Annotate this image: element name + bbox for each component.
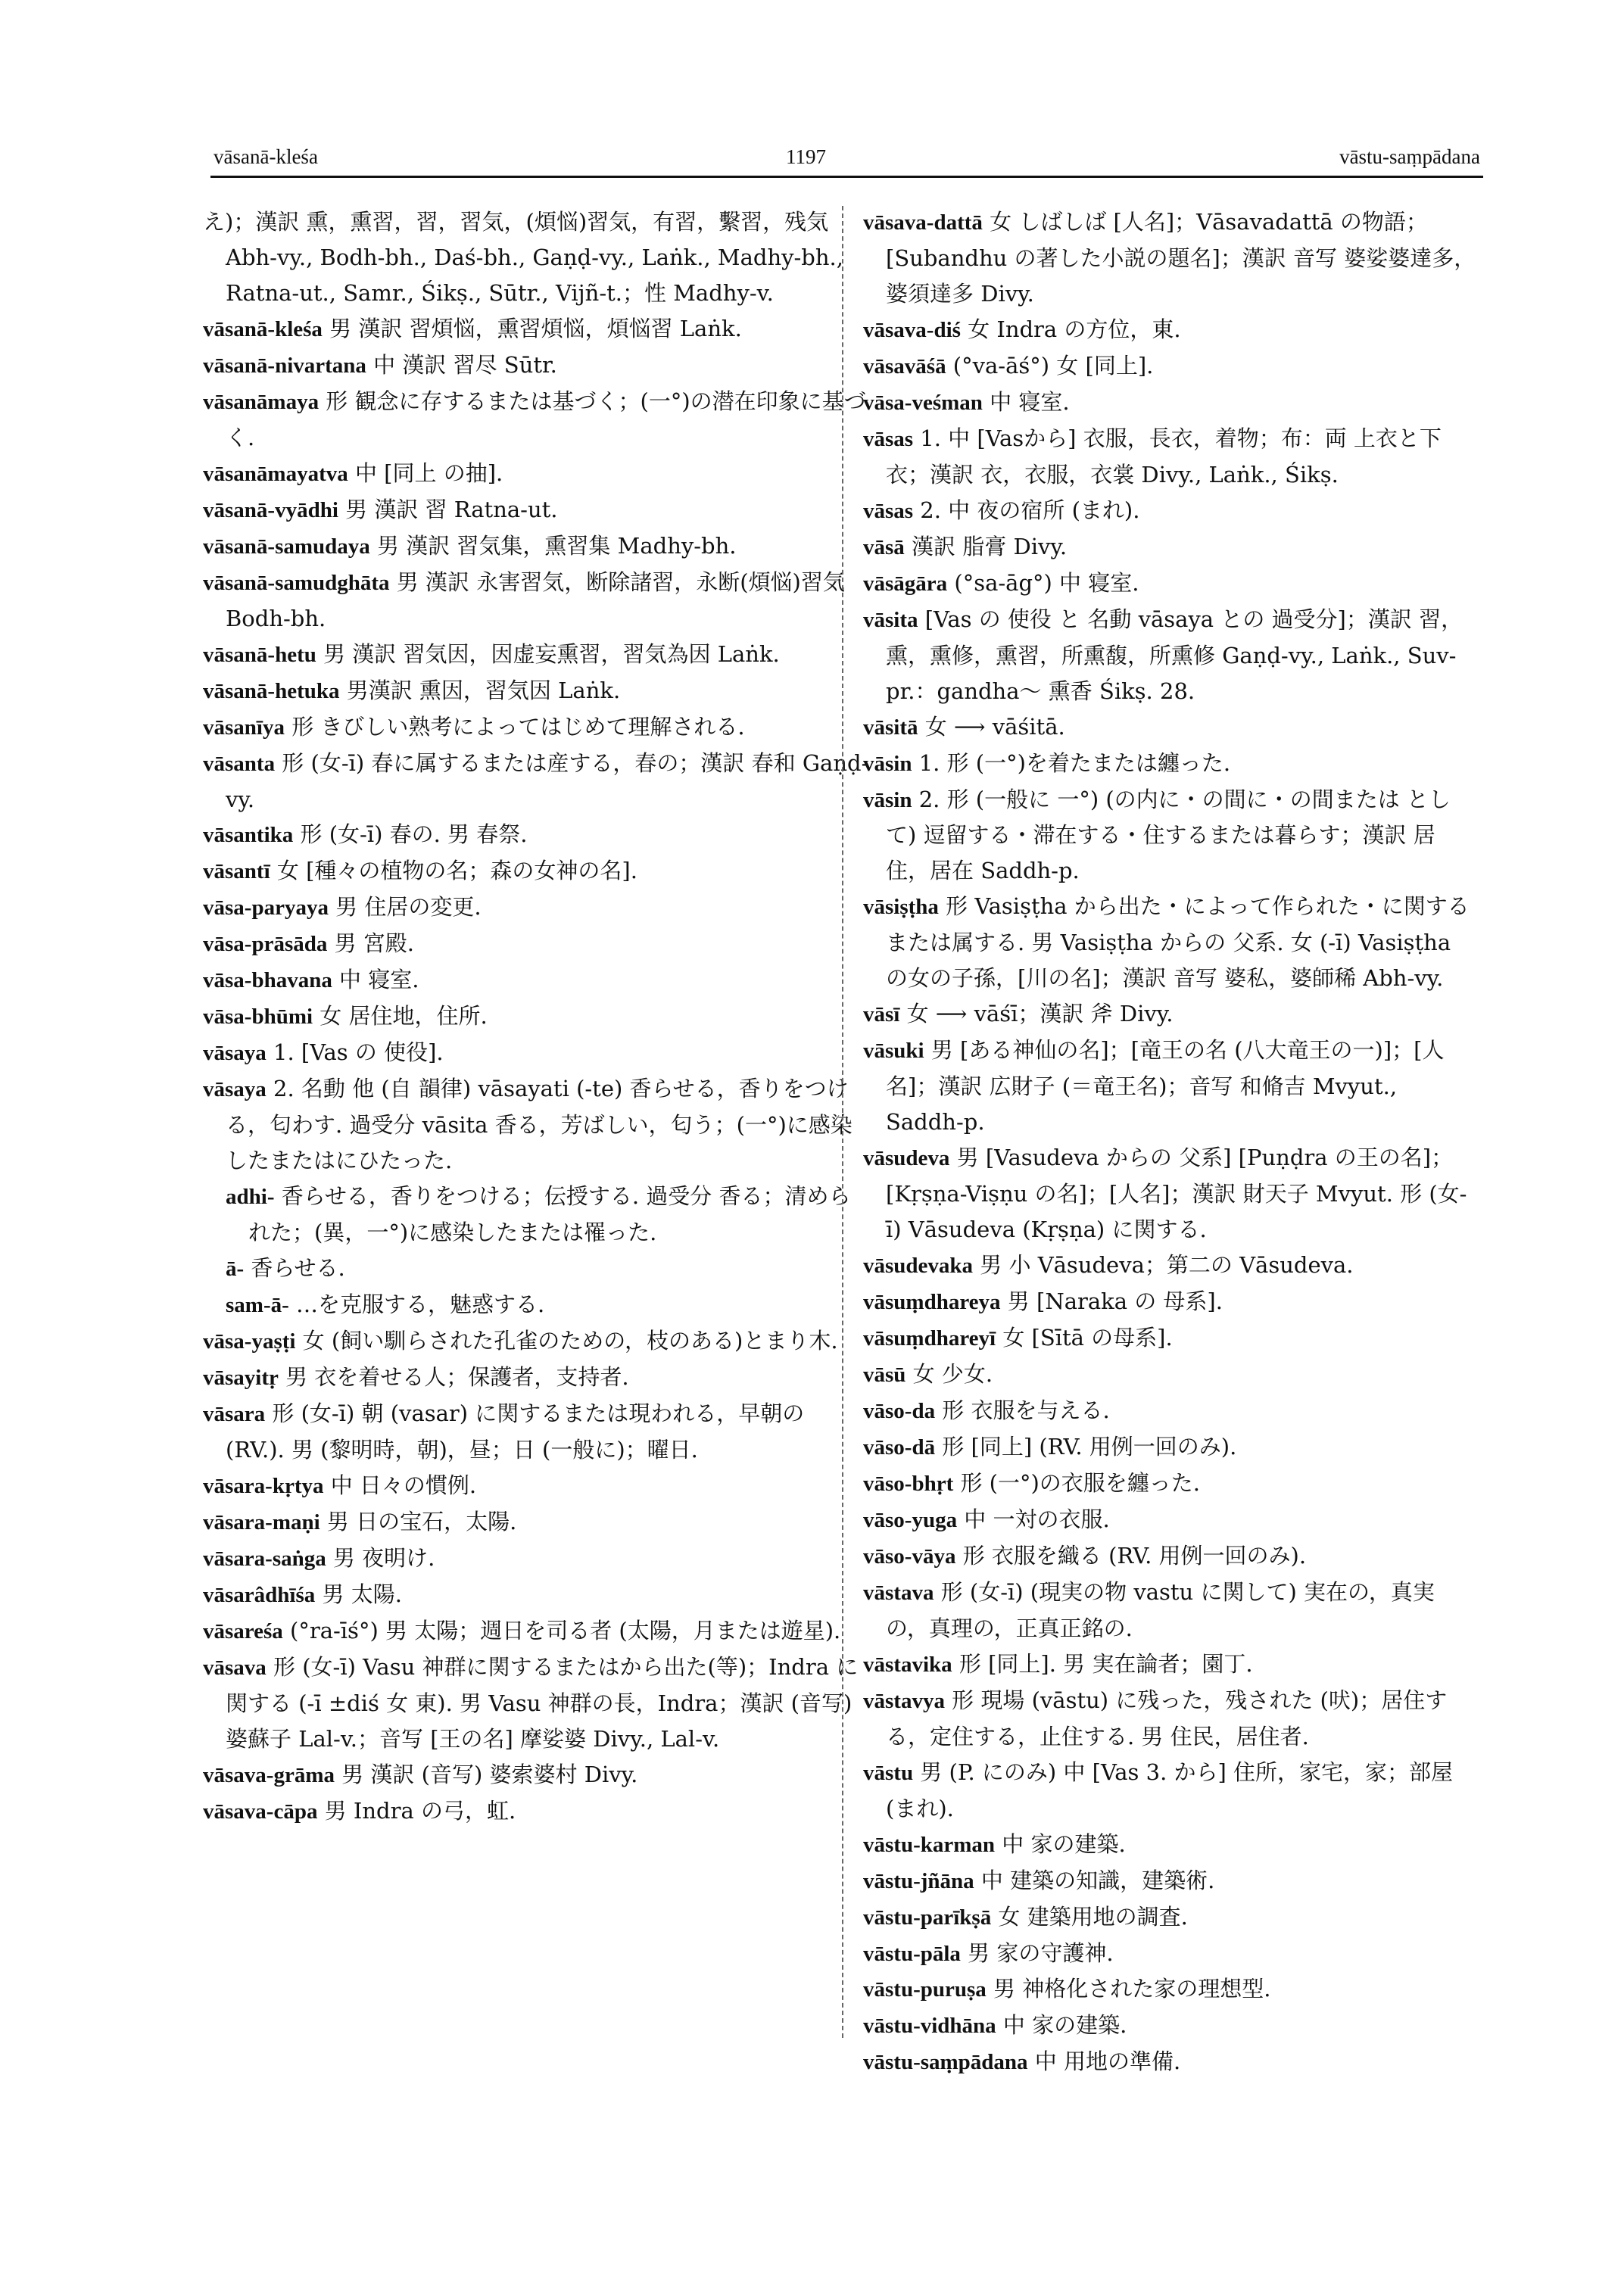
- dictionary-entry: [863, 996, 1476, 1033]
- entry-definition: 女 ⟶ vāśitā.: [924, 713, 1065, 740]
- dictionary-entry: [203, 1360, 869, 1396]
- entry-definition: 形 きびしい熟考によってはじめて理解される.: [291, 713, 745, 740]
- entry-headword: vāsara-saṅga: [203, 1546, 326, 1571]
- dictionary-entry: [203, 1577, 869, 1613]
- entry-headword: vāsuṃdhareya: [863, 1290, 1001, 1315]
- entry-headword: vāsa-bhūmi: [203, 1005, 313, 1030]
- entry-headword: vāstu-pāla: [863, 1941, 961, 1966]
- dictionary-entry: [203, 1287, 869, 1323]
- entry-headword: sam-ā-: [226, 1293, 289, 1318]
- entry-definition: 形 衣服を織る (RV. 用例一回のみ).: [962, 1542, 1307, 1569]
- entry-headword: vāsanā-vyādhi: [203, 497, 338, 522]
- entry-headword: vāsara-maṇi: [203, 1509, 320, 1534]
- dictionary-entry: [863, 312, 1476, 348]
- dictionary-entry: [863, 348, 1476, 385]
- entry-definition: 中 一対の衣服.: [964, 1506, 1110, 1532]
- entry-headword: vāsanā-hetuka: [203, 678, 340, 703]
- dictionary-entry: [863, 1357, 1476, 1393]
- entry-definition: 男 漢訳 習 Ratna-ut.: [345, 496, 558, 522]
- entry-headword: vāsū: [863, 1363, 906, 1387]
- dictionary-entry: [203, 673, 869, 709]
- dictionary-entry: [863, 1827, 1476, 1863]
- entry-definition: 中 漢訳 習尽 Sūtr.: [373, 351, 557, 378]
- dictionary-entry: [863, 746, 1476, 782]
- entry-headword: vāstava: [863, 1580, 934, 1605]
- dictionary-entry: [203, 1179, 869, 1251]
- dictionary-entry: [863, 1575, 1476, 1647]
- entry-headword: vāsanā-nivartana: [203, 353, 366, 378]
- dictionary-entry: [863, 1033, 1476, 1140]
- dictionary-entry: [863, 2044, 1476, 2080]
- entry-definition: [Vas の 使役 と 名動 vāsaya との 過受分]；漢訳 習，熏，熏修，熏習，所熏馥，所熏修 Gaṇḍ-vy., Laṅk., Suv-pr.：gandha～ 熏香 Śikṣ. 28.: [886, 606, 1463, 704]
- entry-definition: 女 (飼い馴らされた孔雀のための，枝のある)とまり木.: [302, 1328, 838, 1354]
- dictionary-entry: [203, 492, 869, 528]
- entry-definition: 形 観念に存するまたは基づく；(一°)の潜在印象に基づく.: [226, 388, 866, 450]
- entry-definition: 形 (女-ī) 春の. 男 春祭.: [300, 821, 528, 848]
- entry-headword: vāsanā-samudghāta: [203, 570, 390, 595]
- entry-headword: vāsarâdhīśa: [203, 1582, 316, 1607]
- dictionary-entry: [863, 385, 1476, 421]
- entry-headword: vāstu-saṃpādana: [863, 2050, 1028, 2075]
- entry-definition: 女 建築用地の調査.: [998, 1903, 1188, 1930]
- entry-headword: vāsa-bhavana: [203, 968, 332, 993]
- entry-definition: 男 住居の変更.: [335, 894, 482, 921]
- entry-definition: 女 居住地，住所.: [320, 1003, 488, 1030]
- entry-definition: 男 漢訳 永害習気，断除諸習，永断(煩悩)習気 Bodh-bh.: [226, 569, 845, 631]
- running-head-right: vāstu-saṃpādana: [1339, 145, 1480, 168]
- entry-definition: 男 神格化された家の理想型.: [993, 1976, 1271, 2002]
- entry-headword: vāsas: [863, 498, 914, 523]
- entry-definition: 中 家の建築.: [1002, 1830, 1126, 1857]
- entry-headword: vāsanāmaya: [203, 389, 320, 414]
- entry-definition: 男 宮殿.: [334, 930, 415, 957]
- dictionary-entry: [203, 1650, 869, 1757]
- dictionary-entry: [863, 1936, 1476, 1972]
- entry-headword: vāsava-diś: [863, 317, 961, 342]
- entry-headword: vāsuṃdhareyī: [863, 1326, 996, 1351]
- dictionary-entry: [203, 709, 869, 746]
- entry-definition: 中 寝室.: [339, 967, 419, 993]
- entry-definition: 形 [同上] (RV. 用例一回のみ).: [942, 1433, 1237, 1460]
- entry-definition: (°sa-āg°) 中 寝室.: [954, 569, 1139, 596]
- dictionary-entry: [863, 1863, 1476, 1899]
- entry-definition: (°ra-īś°) 男 太陽；週日を司る者 (太陽，月または遊星).: [290, 1617, 841, 1643]
- entry-headword: vāso-vāya: [863, 1544, 956, 1569]
- entry-headword: vāsa-prāsāda: [203, 932, 328, 957]
- dictionary-entry: [863, 709, 1476, 746]
- entry-headword: ā-: [226, 1257, 245, 1282]
- entry-definition: 形 現場 (vāstu) に残った，残された (吠)；居住する，定住する，止住する. 男 住民，居住者.: [886, 1687, 1448, 1749]
- entry-headword: vāsāgāra: [863, 571, 948, 596]
- entry-definition: 形 (女-ī) (現実の物 vastu に関して) 実在の，真実の，真理の，正真正銘の.: [886, 1578, 1435, 1641]
- dictionary-entry: [863, 1466, 1476, 1502]
- entry-headword: vāsavāśā: [863, 354, 946, 379]
- dictionary-entry: [203, 384, 869, 456]
- entry-headword: vāsantī: [203, 859, 270, 884]
- entry-headword: vāsava-grāma: [203, 1762, 335, 1787]
- entry-headword: vāsa-paryaya: [203, 896, 329, 921]
- entry-definition: 香らせる，香りをつける；伝授する. 過受分 香る；清められた；(異，一°)に感染したまたは罹った.: [248, 1183, 851, 1246]
- entry-headword: vāsava: [203, 1655, 267, 1680]
- entry-definition: 女 [種々の植物の名；森の女神の名].: [276, 858, 637, 884]
- entry-headword: vāsin: [863, 751, 912, 776]
- entry-definition: 香らせる.: [251, 1255, 345, 1282]
- entry-definition: 1. 形 (一°)を着たまたは纏った.: [918, 749, 1231, 776]
- entry-headword: vāsiṣṭha: [863, 895, 939, 920]
- left-column: [203, 204, 869, 1830]
- entry-headword: vāsareśa: [203, 1618, 283, 1643]
- entry-definition: 中 日々の慣例.: [330, 1472, 477, 1498]
- entry-definition: 男 漢訳 習気因，因虚妄熏習，習気為因 Laṅk.: [323, 640, 780, 667]
- dictionary-entry: [863, 421, 1476, 493]
- dictionary-entry: [203, 1071, 869, 1179]
- entry-headword: vāsanīya: [203, 715, 285, 740]
- entry-definition: 男 夜明け.: [332, 1544, 435, 1571]
- entry-headword: vāso-dā: [863, 1435, 936, 1460]
- dictionary-entry: [203, 1541, 869, 1577]
- dictionary-entry: [863, 1755, 1476, 1827]
- dictionary-entry: [203, 1793, 869, 1830]
- entry-headword: vāsantika: [203, 823, 294, 848]
- dictionary-entry: [863, 1647, 1476, 1683]
- entry-headword: vāsa-veśman: [863, 390, 983, 415]
- dictionary-entry: [863, 2008, 1476, 2044]
- entry-headword: vāso-da: [863, 1398, 936, 1423]
- entry-definition: 形 (女-ī) 春に属するまたは産する，春の；漢訳 春和 Gaṇḍ-vy.: [226, 749, 869, 812]
- dictionary-entry: [863, 1899, 1476, 1936]
- dictionary-entry: [203, 1613, 869, 1650]
- column-divider: [842, 206, 843, 2038]
- entry-definition: 男 漢訳 習煩悩，熏習煩悩，煩悩習 Laṅk.: [329, 315, 742, 341]
- entry-definition: 女 しばしば [人名]；Vāsavadattā の物語；[Subandhu の著した小説の題名]；漢訳 音写 婆娑婆達多，婆須達多 Divy.: [886, 209, 1476, 307]
- dictionary-entry: [203, 1757, 869, 1793]
- dictionary-entry: [863, 1502, 1476, 1538]
- entry-headword: vāstu-parīkṣā: [863, 1905, 992, 1930]
- dictionary-entry: [863, 204, 1476, 312]
- entry-definition: 1. [Vas の 使役].: [273, 1039, 444, 1066]
- entry-definition: 男 (P. にのみ) 中 [Vas 3. から] 住所，家宅，家；部屋 (まれ).: [886, 1759, 1454, 1821]
- dictionary-entry: [863, 602, 1476, 709]
- entry-headword: vāsayitṛ: [203, 1366, 279, 1390]
- dictionary-entry: [203, 1251, 869, 1287]
- entry-headword: vāsanā-kleśa: [203, 316, 323, 341]
- entry-definition: 男 漢訳 習気集，熏習集 Madhy-bh.: [377, 532, 737, 559]
- entry-definition: 中 建築の知識，建築術.: [980, 1867, 1215, 1893]
- entry-headword: vāsava-cāpa: [203, 1799, 318, 1824]
- entry-definition: 男 日の宝石，太陽.: [326, 1508, 517, 1534]
- entry-definition: 男 衣を着せる人；保護者，支持者.: [285, 1364, 629, 1390]
- entry-headword: vāsaya: [203, 1077, 267, 1102]
- entry-headword: vāsī: [863, 1002, 900, 1027]
- entry-headword: vāso-bhṛt: [863, 1471, 954, 1496]
- entry-definition: 女 ⟶ vāśī；漢訳 斧 Divy.: [906, 1001, 1174, 1027]
- entry-definition: 形 衣服を与える.: [942, 1397, 1110, 1423]
- entry-headword: vāsaya: [203, 1041, 267, 1066]
- dictionary-entry: [863, 1429, 1476, 1466]
- dictionary-entry: [863, 493, 1476, 529]
- entry-definition: 形 [同上]. 男 実在論者；園丁.: [959, 1650, 1253, 1677]
- entry-definition: 形 Vasiṣṭha から出た・によって作られた・に関するまたは属する. 男 Vasiṣṭha からの 父系. 女 (-ī) Vasiṣṭha の女の子孫，[川の名]；漢訳 音写 婆私，婆師稀 Abh-vy.: [886, 893, 1470, 992]
- dictionary-entry: [203, 999, 869, 1035]
- entry-headword: vāsanā-hetu: [203, 642, 316, 667]
- entry-headword: vāstavika: [863, 1652, 952, 1677]
- entry-definition: 中 [同上 の抽].: [354, 460, 503, 486]
- entry-definition: (°va-āś°) 女 [同上].: [952, 352, 1154, 379]
- entry-definition: 1. 中 [Vasから] 衣服，長衣，着物；布：両 上衣と下衣；漢訳 衣，衣服，衣裳 Divy., Laṅk., Śikṣ.: [886, 425, 1442, 488]
- dictionary-entry: [863, 1683, 1476, 1755]
- entry-definition: 男 [ある神仙の名]；[竜王の名 (八大竜王の一)]；[人名]；漢訳 広財子 (＝竜王名)；音写 和脩吉 Mvyut., Saddh-p.: [886, 1037, 1445, 1136]
- entry-headword: vāstu: [863, 1760, 914, 1785]
- entry-definition: 女 [Sītā の母系].: [1002, 1325, 1173, 1351]
- entry-headword: vāstu-puruṣa: [863, 1977, 987, 2002]
- dictionary-entry: [863, 1538, 1476, 1575]
- dictionary-entry: [203, 926, 869, 962]
- entry-headword: vāsara-kṛtya: [203, 1473, 324, 1498]
- entry-definition: 形 (一°)の衣服を纏った.: [960, 1469, 1201, 1496]
- entry-headword: vāsā: [863, 534, 905, 559]
- dictionary-entry: [863, 1393, 1476, 1429]
- entry-definition: 男 [Vasudeva からの 父系] [Puṇḍra の王の名]；[Kṛṣṇa-Viṣṇu の名]；[人名]；漢訳 財天子 Mvyut. 形 (女-ī) Vāsudeva (Kṛṣṇa) に関する.: [886, 1145, 1467, 1243]
- dictionary-entry: [203, 1504, 869, 1541]
- dictionary-entry: [863, 889, 1476, 996]
- entry-headword: adhi-: [226, 1185, 275, 1210]
- dictionary-entry: [863, 782, 1476, 889]
- dictionary-entry: [203, 1323, 869, 1360]
- entry-definition: 形 (女-ī) Vasu 神群に関するまたはから出た(等)；Indra に関する (-ī ±diś 女 東). 男 Vasu 神群の長，Indra；漢訳 (音写) 婆蘇子 Lal-v.；音写 [王の名] 摩娑婆 Divy., Lal-v.: [226, 1653, 859, 1752]
- entry-headword: vāsa-yaṣṭi: [203, 1329, 296, 1354]
- entry-definition: 男 Indra の弓，虹.: [324, 1797, 516, 1824]
- entry-definition: …を克服する，魅惑する.: [295, 1291, 545, 1318]
- dictionary-entry: [203, 1035, 869, 1071]
- entry-headword: vāso-yuga: [863, 1507, 958, 1532]
- entry-definition: 女 少女.: [912, 1361, 993, 1387]
- entry-definition: 男漢訳 熏因，習気因 Laṅk.: [346, 677, 621, 703]
- header-rule: [210, 176, 1483, 178]
- entry-definition: 2. 中 夜の宿所 (まれ).: [920, 497, 1140, 523]
- dictionary-entry: [863, 529, 1476, 565]
- dictionary-entry: [203, 456, 869, 492]
- entry-definition: 中 家の建築.: [1002, 2012, 1127, 2039]
- entry-definition: 男 家の守護神.: [968, 1939, 1114, 1966]
- entry-definition: 2. 名動 他 (自 韻律) vāsayati (-te) 香らせる，香りをつける，匂わす. 過受分 vāsita 香る，芳ばしい，匂う；(一°)に感染したまたはにひたった.: [226, 1076, 853, 1174]
- entry-headword: vāsitā: [863, 715, 918, 740]
- entry-headword: vāsanā-samudaya: [203, 534, 370, 559]
- entry-headword: vāsara: [203, 1401, 266, 1426]
- dictionary-entry: [863, 1140, 1476, 1248]
- dictionary-entry: [863, 1971, 1476, 2008]
- page-number: 1197: [786, 145, 826, 168]
- entry-definition: 中 寝室.: [990, 388, 1070, 415]
- dictionary-entry: [203, 962, 869, 999]
- entry-definition: 男 [Naraka の 母系].: [1007, 1288, 1223, 1315]
- dictionary-entry: [203, 817, 869, 853]
- dictionary-entry: [203, 889, 869, 926]
- dictionary-entry: [203, 565, 869, 637]
- dictionary-entry: [863, 1320, 1476, 1357]
- dictionary-entry: [203, 1468, 869, 1504]
- dictionary-entry: [203, 637, 869, 673]
- entry-headword: vāsudeva: [863, 1146, 950, 1171]
- dictionary-entry: [203, 347, 869, 384]
- dictionary-entry: [203, 853, 869, 889]
- entry-headword: vāsava-dattā: [863, 210, 983, 235]
- entry-headword: vāsudevaka: [863, 1254, 974, 1279]
- right-column: [863, 204, 1476, 2080]
- entry-definition: 中 用地の準備.: [1034, 2048, 1181, 2075]
- dictionary-entry: [203, 1396, 869, 1468]
- entry-headword: vāsuki: [863, 1039, 924, 1064]
- entry-definition: 男 太陽.: [322, 1581, 402, 1607]
- entry-definition: 形 (女-ī) 朝 (vasar) に関するまたは現われる，早朝の (RV.). 男 (黎明時，朝)，昼；日 (一般に)；曜日.: [226, 1400, 805, 1463]
- dictionary-entry: [203, 204, 869, 311]
- dictionary-entry: [203, 746, 869, 818]
- dictionary-entry: [863, 1284, 1476, 1320]
- entry-headword: vāsin: [863, 787, 912, 812]
- dictionary-entry: [203, 528, 869, 565]
- entry-headword: vāsanāmayatva: [203, 461, 348, 486]
- entry-definition: え)；漢訳 熏，熏習，習，習気，(煩悩)習気，有習，繫習，残気 Abh-vy., Bodh-bh., Daś-bh., Gaṇḍ-vy., Laṅk., Madhy-bh., Ratna-ut., Samr., Śikṣ., Sūtr., Vijñ-t.；性 Madhy-v.: [203, 209, 843, 306]
- entry-headword: vāstu-jñāna: [863, 1868, 974, 1893]
- entry-headword: vāstu-vidhāna: [863, 2014, 996, 2039]
- dictionary-entry: [863, 565, 1476, 602]
- dictionary-entry: [203, 311, 869, 347]
- running-head-left: vāsanā-kleśa: [214, 145, 318, 168]
- entry-headword: vāstavya: [863, 1688, 945, 1713]
- entry-headword: vāsanta: [203, 751, 276, 776]
- entry-headword: vāsas: [863, 426, 914, 451]
- entry-definition: 女 Indra の方位，東.: [968, 316, 1181, 342]
- entry-headword: vāstu-karman: [863, 1832, 996, 1857]
- entry-headword: vāsita: [863, 607, 918, 632]
- dictionary-entry: [863, 1248, 1476, 1284]
- entry-definition: 2. 形 (一般に 一°) (の内に・の間に・の間または として) 逗留する・滞在する・住するまたは暮らす；漢訳 居住，居在 Saddh-p.: [886, 786, 1451, 884]
- entry-definition: 男 漢訳 (音写) 婆索婆村 Divy.: [341, 1761, 638, 1787]
- entry-definition: 漢訳 脂膏 Divy.: [912, 533, 1068, 559]
- entry-definition: 男 小 Vāsudeva；第二の Vāsudeva.: [980, 1252, 1354, 1279]
